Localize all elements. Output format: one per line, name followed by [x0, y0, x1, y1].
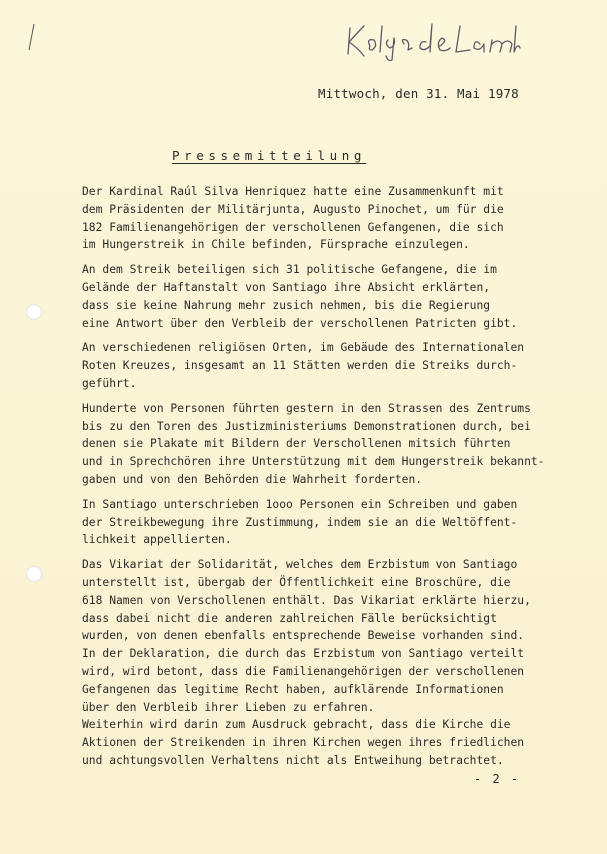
paragraph-spacer — [82, 549, 562, 556]
text-line: im Hungerstreik in Chile befinden, Fürsprache einzulegen. — [82, 238, 470, 252]
page-number: - 2 - — [474, 772, 521, 786]
handwritten-note — [346, 22, 521, 62]
press-release-body — [82, 183, 562, 770]
text-line: Gefangenen das legitime Recht haben, aufklärende Informationen — [82, 682, 504, 696]
text-line: bis zu den Toren des Justizministeriums Demonstrationen durch, bei — [82, 419, 531, 433]
paragraph — [82, 339, 562, 392]
paragraph — [82, 183, 562, 254]
pencil-mark-icon — [24, 22, 38, 52]
paragraph — [82, 261, 562, 332]
text-line: gaben und von den Behörden die Wahrheit forderten. — [82, 472, 423, 486]
text-line: lichkeit appellierten. — [82, 533, 232, 547]
text-line: Hunderte von Personen führten gestern in den Strassen des Zentrums — [82, 401, 531, 415]
text-line: über den Verbleib ihrer Lieben zu erfahren. — [82, 700, 375, 714]
paragraph-spacer — [82, 489, 562, 496]
document-heading: Pressemitteilung — [172, 148, 367, 163]
punch-hole — [26, 566, 42, 582]
text-line: Weiterhin wird darin zum Ausdruck gebracht, dass die Kirche die — [82, 718, 511, 732]
text-line: Roten Kreuzes, insgesamt an 11 Stätten werden die Streiks durch- — [82, 359, 518, 373]
text-line: dass sie keine Nahrung mehr zusich nehmen, bis die Regierung — [82, 298, 491, 312]
text-line: An verschiedenen religiösen Orten, im Gebäude des Internationalen — [82, 341, 525, 355]
text-line: dem Präsidenten der Militärjunta, Augusto Pinochet, um für die — [82, 202, 504, 216]
text-line: der Streikbewegung ihre Zustimmung, indem sie an die Weltöffent- — [82, 515, 518, 529]
text-line: wird, wird betont, dass die Familienangehörigen der verschollenen — [82, 664, 525, 678]
paragraph — [82, 400, 562, 489]
date-line: Mittwoch, den 31. Mai 1978 — [318, 86, 519, 101]
text-line: Aktionen der Streikenden in ihren Kirchen wegen ihres friedlichen — [82, 736, 525, 750]
paragraph — [82, 496, 562, 549]
text-line: Gelände der Haftanstalt von Santiago ihre Absicht erklärten, — [82, 280, 491, 294]
text-line: dass dabei nicht die anderen zahlreichen Fälle berücksichtigt — [82, 611, 497, 625]
text-line: und in Sprechchören ihre Unterstützung mit dem Hungerstreik bekannt- — [82, 455, 545, 469]
text-line: An dem Streik beteiligen sich 31 politische Gefangene, die im — [82, 263, 497, 277]
paragraph-spacer — [82, 393, 562, 400]
text-line: Der Kardinal Raúl Silva Henriquez hatte eine Zusammenkunft mit — [82, 185, 504, 198]
text-line: eine Antwort über den Verbleib der verschollenen Patricten gibt. — [82, 316, 518, 330]
text-line: 182 Familienangehörigen der verschollenen Gefangenen, die sich — [82, 220, 504, 234]
punch-hole — [26, 304, 42, 320]
text-line: geführt. — [82, 376, 137, 390]
text-line: Das Vikariat der Solidarität, welches dem Erzbistum von Santiago — [82, 558, 518, 572]
text-line: denen sie Plakate mit Bildern der Verschollenen mitsich führten — [82, 437, 511, 451]
text-line: unterstellt ist, übergab der Öffentlichkeit eine Broschüre, die — [82, 575, 511, 589]
text-line: In der Deklaration, die durch das Erzbistum von Santiago verteilt — [82, 647, 525, 661]
paragraph-spacer — [82, 254, 562, 261]
text-line: 618 Namen von Verschollenen enthält. Das Vikariat erklärte hierzu, — [82, 593, 531, 607]
text-line: und achtungsvollen Verhaltens nicht als Entweihung betrachtet. — [82, 753, 504, 767]
paragraph — [82, 556, 562, 770]
text-line: In Santiago unterschrieben 1ooo Personen ein Schreiben und gaben — [82, 497, 518, 511]
paragraph-spacer — [82, 332, 562, 339]
text-line: wurden, von denen ebenfalls entsprechende Beweise vorhanden sind. — [82, 629, 525, 643]
